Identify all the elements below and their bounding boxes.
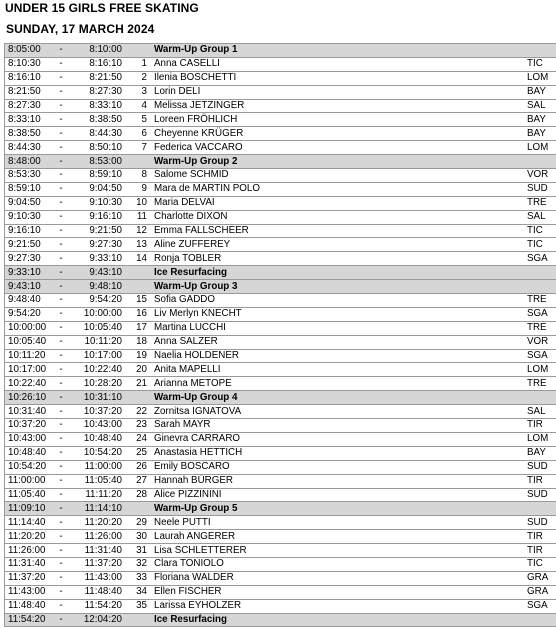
end-time: 9:21:50: [70, 224, 122, 238]
time-separator: -: [52, 446, 70, 460]
skater-name: Maria DELVAI: [147, 196, 527, 210]
region-code: SGA: [527, 307, 556, 321]
time-separator: -: [52, 127, 70, 141]
skater-name: Lorin DELI: [147, 85, 527, 99]
time-separator: -: [52, 321, 70, 335]
region-code: [527, 391, 556, 405]
skater-row: [5, 252, 556, 266]
start-time: 8:16:10: [5, 71, 53, 85]
skater-name: Ginevra CARRARO: [147, 432, 527, 446]
start-number: 19: [122, 349, 147, 363]
time-separator: -: [52, 99, 70, 113]
start-time: 8:33:10: [5, 113, 53, 127]
region-code: SUD: [527, 516, 556, 530]
region-code: TIC: [527, 238, 556, 252]
start-number: 18: [122, 335, 147, 349]
region-code: [527, 266, 556, 280]
skater-name: Ellen FISCHER: [147, 585, 527, 599]
skater-row: [5, 210, 556, 224]
schedule-body: [5, 44, 556, 627]
time-separator: -: [52, 544, 70, 558]
time-separator: -: [52, 169, 70, 183]
time-separator: -: [52, 613, 70, 627]
start-time: 10:48:40: [5, 446, 53, 460]
start-time: 11:43:00: [5, 585, 53, 599]
skater-name: Salome SCHMID: [147, 169, 527, 183]
start-time: 8:38:50: [5, 127, 53, 141]
skater-name: Lisa SCHLETTERER: [147, 544, 527, 558]
end-time: 11:05:40: [70, 474, 122, 488]
start-number: 14: [122, 252, 147, 266]
time-separator: -: [52, 599, 70, 613]
region-code: SUD: [527, 182, 556, 196]
end-time: 11:31:40: [70, 544, 122, 558]
end-time: 10:48:40: [70, 432, 122, 446]
time-separator: -: [52, 71, 70, 85]
region-code: BAY: [527, 446, 556, 460]
skater-name: Mara de MARTIN POLO: [147, 182, 527, 196]
start-time: 10:11:20: [5, 349, 53, 363]
skater-row: [5, 377, 556, 391]
end-time: 10:28:20: [70, 377, 122, 391]
region-code: TIR: [527, 544, 556, 558]
end-time: 11:26:00: [70, 530, 122, 544]
time-separator: -: [52, 349, 70, 363]
region-code: TIC: [527, 224, 556, 238]
start-number: 21: [122, 377, 147, 391]
skater-name: Floriana WALDER: [147, 571, 527, 585]
skater-name: Anna CASELLI: [147, 57, 527, 71]
start-time: 10:37:20: [5, 419, 53, 433]
skater-row: [5, 71, 556, 85]
start-time: 11:54:20: [5, 613, 53, 627]
time-separator: -: [52, 419, 70, 433]
session-row: [5, 266, 556, 280]
skater-row: [5, 335, 556, 349]
skater-name: Ilenia BOSCHETTI: [147, 71, 527, 85]
end-time: 9:48:10: [70, 280, 122, 294]
start-time: 8:53:30: [5, 169, 53, 183]
start-number: 15: [122, 294, 147, 308]
region-code: [527, 44, 556, 58]
start-number: [122, 391, 147, 405]
skater-row: [5, 432, 556, 446]
skater-name: Hannah BÜRGER: [147, 474, 527, 488]
start-time: 11:37:20: [5, 571, 53, 585]
skater-name: Anna SALZER: [147, 335, 527, 349]
end-time: 8:27:30: [70, 85, 122, 99]
start-number: [122, 44, 147, 58]
end-time: 8:44:30: [70, 127, 122, 141]
time-separator: -: [52, 363, 70, 377]
region-code: VOR: [527, 335, 556, 349]
start-time: 11:26:00: [5, 544, 53, 558]
time-separator: -: [52, 294, 70, 308]
time-separator: -: [52, 474, 70, 488]
start-number: [122, 613, 147, 627]
time-separator: -: [52, 516, 70, 530]
start-time: 8:59:10: [5, 182, 53, 196]
start-number: 16: [122, 307, 147, 321]
start-time: 11:14:40: [5, 516, 53, 530]
skater-name: Loreen FRÖHLICH: [147, 113, 527, 127]
region-code: [527, 502, 556, 516]
end-time: 11:54:20: [70, 599, 122, 613]
start-time: 10:26:10: [5, 391, 53, 405]
start-number: 23: [122, 419, 147, 433]
region-code: VOR: [527, 169, 556, 183]
region-code: BAY: [527, 85, 556, 99]
start-number: [122, 155, 147, 169]
skater-name: Aline ZUFFEREY: [147, 238, 527, 252]
session-row: [5, 502, 556, 516]
start-number: 35: [122, 599, 147, 613]
session-label: Warm-Up Group 5: [147, 502, 527, 516]
skater-row: [5, 294, 556, 308]
skater-name: Naelia HOLDENER: [147, 349, 527, 363]
time-separator: -: [52, 196, 70, 210]
region-code: SAL: [527, 210, 556, 224]
region-code: LOM: [527, 432, 556, 446]
time-separator: -: [52, 280, 70, 294]
start-number: 20: [122, 363, 147, 377]
skater-name: Anita MAPELLI: [147, 363, 527, 377]
skater-name: Emma FALLSCHEER: [147, 224, 527, 238]
skater-row: [5, 544, 556, 558]
session-label: Warm-Up Group 4: [147, 391, 527, 405]
region-code: TIC: [527, 557, 556, 571]
start-time: 9:16:10: [5, 224, 53, 238]
time-separator: -: [52, 488, 70, 502]
region-code: LOM: [527, 71, 556, 85]
time-separator: -: [52, 391, 70, 405]
skater-name: Clara TONIOLO: [147, 557, 527, 571]
region-code: TIR: [527, 419, 556, 433]
start-number: 11: [122, 210, 147, 224]
skater-row: [5, 488, 556, 502]
skater-name: Laurah ANGERER: [147, 530, 527, 544]
start-time: 8:44:30: [5, 141, 53, 155]
skater-row: [5, 85, 556, 99]
start-time: 10:17:00: [5, 363, 53, 377]
end-time: 10:11:20: [70, 335, 122, 349]
start-time: 9:04:50: [5, 196, 53, 210]
region-code: TRE: [527, 377, 556, 391]
time-separator: -: [52, 307, 70, 321]
time-separator: -: [52, 585, 70, 599]
start-number: 31: [122, 544, 147, 558]
time-separator: -: [52, 502, 70, 516]
start-number: 26: [122, 460, 147, 474]
start-time: 10:31:40: [5, 405, 53, 419]
start-time: 10:00:00: [5, 321, 53, 335]
start-number: 2: [122, 71, 147, 85]
skater-row: [5, 460, 556, 474]
skater-row: [5, 196, 556, 210]
skater-row: [5, 224, 556, 238]
region-code: TRE: [527, 294, 556, 308]
start-time: 9:43:10: [5, 280, 53, 294]
session-label: Warm-Up Group 2: [147, 155, 527, 169]
time-separator: -: [52, 85, 70, 99]
end-time: 8:53:00: [70, 155, 122, 169]
end-time: 9:43:10: [70, 266, 122, 280]
region-code: [527, 613, 556, 627]
skater-name: Cheyenne KRÜGER: [147, 127, 527, 141]
region-code: TRE: [527, 321, 556, 335]
end-time: 8:50:10: [70, 141, 122, 155]
start-time: 8:21:50: [5, 85, 53, 99]
region-code: [527, 155, 556, 169]
start-number: 1: [122, 57, 147, 71]
start-time: 9:33:10: [5, 266, 53, 280]
skater-name: Charlotte DIXON: [147, 210, 527, 224]
time-separator: -: [52, 210, 70, 224]
skater-name: Zornitsa IGNATOVA: [147, 405, 527, 419]
end-time: 9:10:30: [70, 196, 122, 210]
region-code: SAL: [527, 405, 556, 419]
skater-row: [5, 57, 556, 71]
start-number: 30: [122, 530, 147, 544]
skater-name: Ronja TOBLER: [147, 252, 527, 266]
start-number: 28: [122, 488, 147, 502]
start-number: 32: [122, 557, 147, 571]
region-code: TIR: [527, 474, 556, 488]
time-separator: -: [52, 432, 70, 446]
start-number: [122, 280, 147, 294]
skater-name: Federica VACCARO: [147, 141, 527, 155]
start-time: 11:48:40: [5, 599, 53, 613]
skater-name: Anastasia HETTICH: [147, 446, 527, 460]
start-time: 8:05:00: [5, 44, 53, 58]
time-separator: -: [52, 335, 70, 349]
time-separator: -: [52, 266, 70, 280]
start-time: 9:27:30: [5, 252, 53, 266]
skater-name: Melissa JETZINGER: [147, 99, 527, 113]
start-number: [122, 266, 147, 280]
time-separator: -: [52, 113, 70, 127]
end-time: 11:43:00: [70, 571, 122, 585]
start-number: 9: [122, 182, 147, 196]
end-time: 10:37:20: [70, 405, 122, 419]
skater-row: [5, 113, 556, 127]
start-time: 10:43:00: [5, 432, 53, 446]
start-time: 11:09:10: [5, 502, 53, 516]
start-time: 9:48:40: [5, 294, 53, 308]
start-time: 11:31:40: [5, 557, 53, 571]
end-time: 9:33:10: [70, 252, 122, 266]
schedule-table: [4, 43, 556, 627]
time-separator: -: [52, 460, 70, 474]
skater-name: Alice PIZZININI: [147, 488, 527, 502]
region-code: BAY: [527, 113, 556, 127]
session-label: Ice Resurfacing: [147, 613, 527, 627]
time-separator: -: [52, 44, 70, 58]
skater-row: [5, 238, 556, 252]
skater-row: [5, 182, 556, 196]
skater-name: Arianna METOPE: [147, 377, 527, 391]
start-number: 10: [122, 196, 147, 210]
session-row: [5, 280, 556, 294]
skater-row: [5, 405, 556, 419]
session-label: Ice Resurfacing: [147, 266, 527, 280]
start-number: 3: [122, 85, 147, 99]
region-code: SGA: [527, 349, 556, 363]
start-number: 4: [122, 99, 147, 113]
start-time: 9:54:20: [5, 307, 53, 321]
skater-row: [5, 349, 556, 363]
end-time: 8:38:50: [70, 113, 122, 127]
skater-row: [5, 99, 556, 113]
start-time: 8:27:30: [5, 99, 53, 113]
end-time: 12:04:20: [70, 613, 122, 627]
skater-name: Larissa EYHOLZER: [147, 599, 527, 613]
end-time: 8:33:10: [70, 99, 122, 113]
region-code: GRA: [527, 571, 556, 585]
region-code: TRE: [527, 196, 556, 210]
skater-row: [5, 363, 556, 377]
start-number: 27: [122, 474, 147, 488]
region-code: SAL: [527, 99, 556, 113]
start-time: 11:20:20: [5, 530, 53, 544]
time-separator: -: [52, 238, 70, 252]
skater-row: [5, 516, 556, 530]
end-time: 10:43:00: [70, 419, 122, 433]
event-date: SUNDAY, 17 MARCH 2024: [6, 22, 155, 36]
skater-name: Neele PUTTI: [147, 516, 527, 530]
end-time: 10:31:10: [70, 391, 122, 405]
region-code: TIR: [527, 530, 556, 544]
end-time: 10:54:20: [70, 446, 122, 460]
start-time: 9:21:50: [5, 238, 53, 252]
time-separator: -: [52, 182, 70, 196]
skater-row: [5, 307, 556, 321]
region-code: SUD: [527, 488, 556, 502]
time-separator: -: [52, 155, 70, 169]
time-separator: -: [52, 557, 70, 571]
start-time: 11:05:40: [5, 488, 53, 502]
time-separator: -: [52, 571, 70, 585]
skater-row: [5, 571, 556, 585]
time-separator: -: [52, 252, 70, 266]
end-time: 10:05:40: [70, 321, 122, 335]
skater-row: [5, 446, 556, 460]
start-number: 8: [122, 169, 147, 183]
session-label: Warm-Up Group 3: [147, 280, 527, 294]
region-code: BAY: [527, 127, 556, 141]
start-time: 8:10:30: [5, 57, 53, 71]
start-number: 6: [122, 127, 147, 141]
region-code: [527, 280, 556, 294]
skater-row: [5, 321, 556, 335]
start-time: 10:05:40: [5, 335, 53, 349]
skater-row: [5, 419, 556, 433]
page-title: UNDER 15 GIRLS FREE SKATING: [5, 1, 199, 15]
region-code: SGA: [527, 599, 556, 613]
region-code: SGA: [527, 252, 556, 266]
skater-row: [5, 127, 556, 141]
start-number: 34: [122, 585, 147, 599]
skater-name: Sarah MAYR: [147, 419, 527, 433]
end-time: 10:22:40: [70, 363, 122, 377]
end-time: 9:54:20: [70, 294, 122, 308]
start-number: 13: [122, 238, 147, 252]
start-number: 24: [122, 432, 147, 446]
start-time: 11:00:00: [5, 474, 53, 488]
start-number: 22: [122, 405, 147, 419]
skater-name: Emily BOSCARO: [147, 460, 527, 474]
skater-name: Liv Merlyn KNECHT: [147, 307, 527, 321]
time-separator: -: [52, 405, 70, 419]
start-number: 17: [122, 321, 147, 335]
skater-name: Sofia GADDO: [147, 294, 527, 308]
start-number: 33: [122, 571, 147, 585]
end-time: 11:20:20: [70, 516, 122, 530]
skater-row: [5, 169, 556, 183]
end-time: 11:11:20: [70, 488, 122, 502]
end-time: 8:21:50: [70, 71, 122, 85]
end-time: 10:17:00: [70, 349, 122, 363]
end-time: 9:16:10: [70, 210, 122, 224]
end-time: 8:59:10: [70, 169, 122, 183]
end-time: 11:00:00: [70, 460, 122, 474]
start-time: 10:54:20: [5, 460, 53, 474]
session-label: Warm-Up Group 1: [147, 44, 527, 58]
skater-row: [5, 530, 556, 544]
end-time: 10:00:00: [70, 307, 122, 321]
region-code: TIC: [527, 57, 556, 71]
time-separator: -: [52, 530, 70, 544]
skater-row: [5, 599, 556, 613]
skater-row: [5, 474, 556, 488]
end-time: 9:27:30: [70, 238, 122, 252]
start-number: 25: [122, 446, 147, 460]
start-time: 10:22:40: [5, 377, 53, 391]
time-separator: -: [52, 57, 70, 71]
session-row: [5, 613, 556, 627]
time-separator: -: [52, 224, 70, 238]
skater-name: Martina LUCCHI: [147, 321, 527, 335]
start-time: 9:10:30: [5, 210, 53, 224]
skater-row: [5, 141, 556, 155]
end-time: 8:16:10: [70, 57, 122, 71]
time-separator: -: [52, 377, 70, 391]
start-time: 8:48:00: [5, 155, 53, 169]
region-code: GRA: [527, 585, 556, 599]
end-time: 11:14:10: [70, 502, 122, 516]
skater-row: [5, 585, 556, 599]
session-row: [5, 391, 556, 405]
end-time: 8:10:00: [70, 44, 122, 58]
start-number: [122, 502, 147, 516]
start-number: 29: [122, 516, 147, 530]
region-code: LOM: [527, 363, 556, 377]
time-separator: -: [52, 141, 70, 155]
end-time: 11:48:40: [70, 585, 122, 599]
session-row: [5, 155, 556, 169]
start-number: 12: [122, 224, 147, 238]
end-time: 9:04:50: [70, 182, 122, 196]
end-time: 11:37:20: [70, 557, 122, 571]
start-number: 7: [122, 141, 147, 155]
region-code: LOM: [527, 141, 556, 155]
session-row: [5, 44, 556, 58]
start-number: 5: [122, 113, 147, 127]
region-code: SUD: [527, 460, 556, 474]
skater-row: [5, 557, 556, 571]
